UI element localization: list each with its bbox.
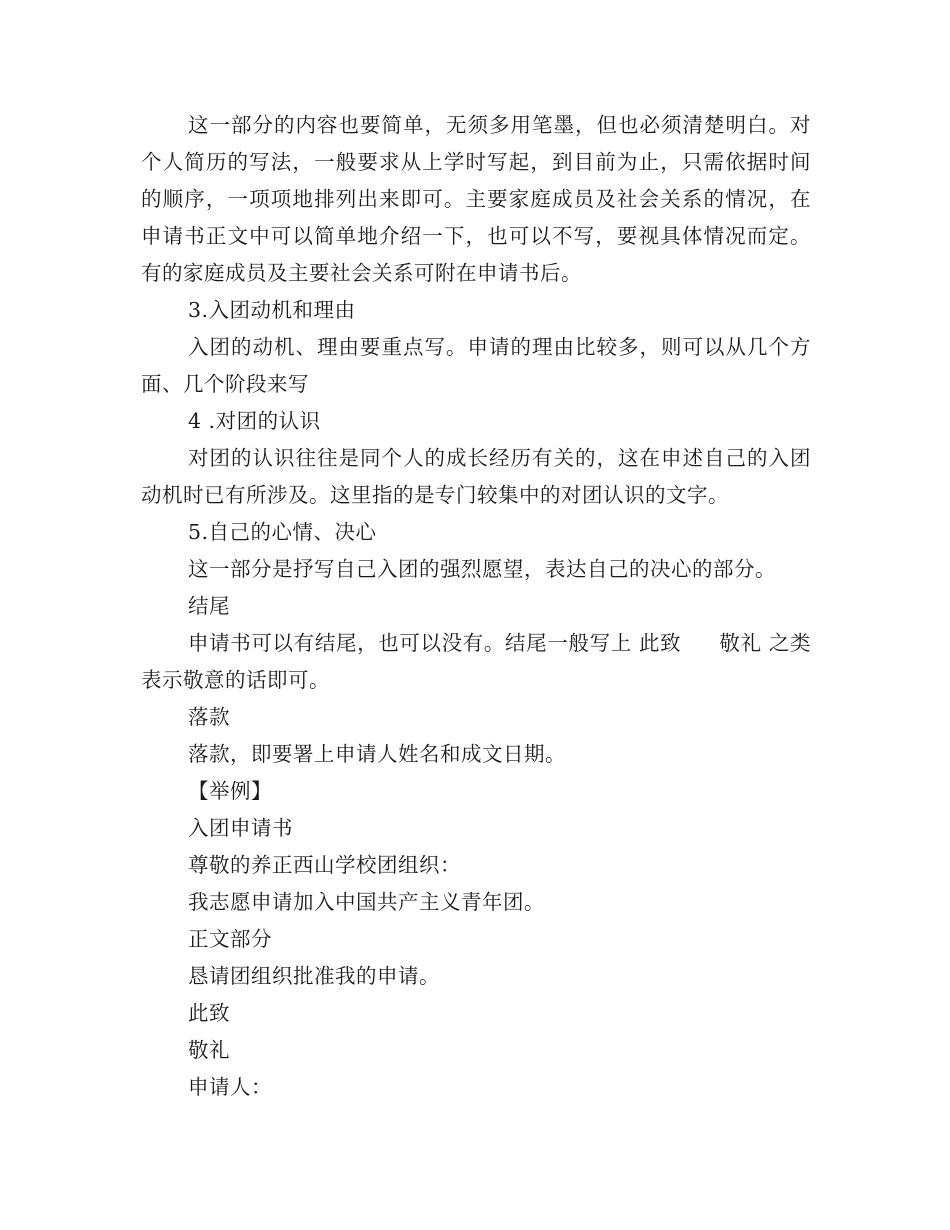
example-applicant: 申请人：: [188, 1075, 272, 1099]
example-body-placeholder: 正文部分: [188, 927, 272, 951]
heading-ending: 结尾: [188, 594, 230, 618]
paragraph-ending: [141, 625, 811, 699]
heading-example: 【举例】: [188, 779, 272, 803]
heading-signature: 落款: [188, 705, 230, 729]
heading-determination: 5.自己的心情、决心: [188, 520, 377, 544]
heading-motivation: 3.入团动机和理由: [188, 298, 356, 322]
heading-understanding: 4 .对团的认识: [188, 409, 321, 433]
paragraph-signature: 落款，即要署上申请人姓名和成文日期。: [188, 742, 566, 766]
paragraph-resume: 这一部分的内容也要简单，无须多用笔墨，但也必须清楚明白。对个人简历的写法，一般要求从上学时写起，到目前为止，只需依据时间的顺序，一项项地排列出来即可。主要家庭成员及社会关系的情况，在申请书正文中可以简单地介绍一下，也可以不写，要视具体情况而定。有的家庭成员及主要社会关系可附在申请书后。: [141, 113, 811, 285]
paragraph-determination: 这一部分是抒写自己入团的强烈愿望，表达自己的决心的部分。: [188, 557, 776, 581]
example-request: 恳请团组织批准我的申请。: [188, 964, 440, 988]
paragraph-ending-part1: 申请书可以有结尾，也可以没有。结尾一般写上 此致: [188, 631, 682, 655]
paragraph-motivation: 入团的动机、理由要重点写。申请的理由比较多，则可以从几个方面、几个阶段来写: [141, 335, 811, 396]
example-closing-2: 敬礼: [188, 1038, 230, 1062]
example-title: 入团申请书: [188, 816, 293, 840]
paragraph-understanding: 对团的认识往往是同个人的成长经历有关的，这在申述自己的入团动机时已有所涉及。这里指的是专门较集中的对团认识的文字。: [141, 446, 811, 507]
paragraph-ending-part2: 敬礼 之类表示敬意的话即可。: [141, 631, 811, 692]
example-closing-1: 此致: [188, 1001, 230, 1025]
document-body: [141, 107, 811, 1106]
example-salutation: 尊敬的养正西山学校团组织：: [188, 853, 461, 877]
example-statement: 我志愿申请加入中国共产主义青年团。: [188, 890, 545, 914]
